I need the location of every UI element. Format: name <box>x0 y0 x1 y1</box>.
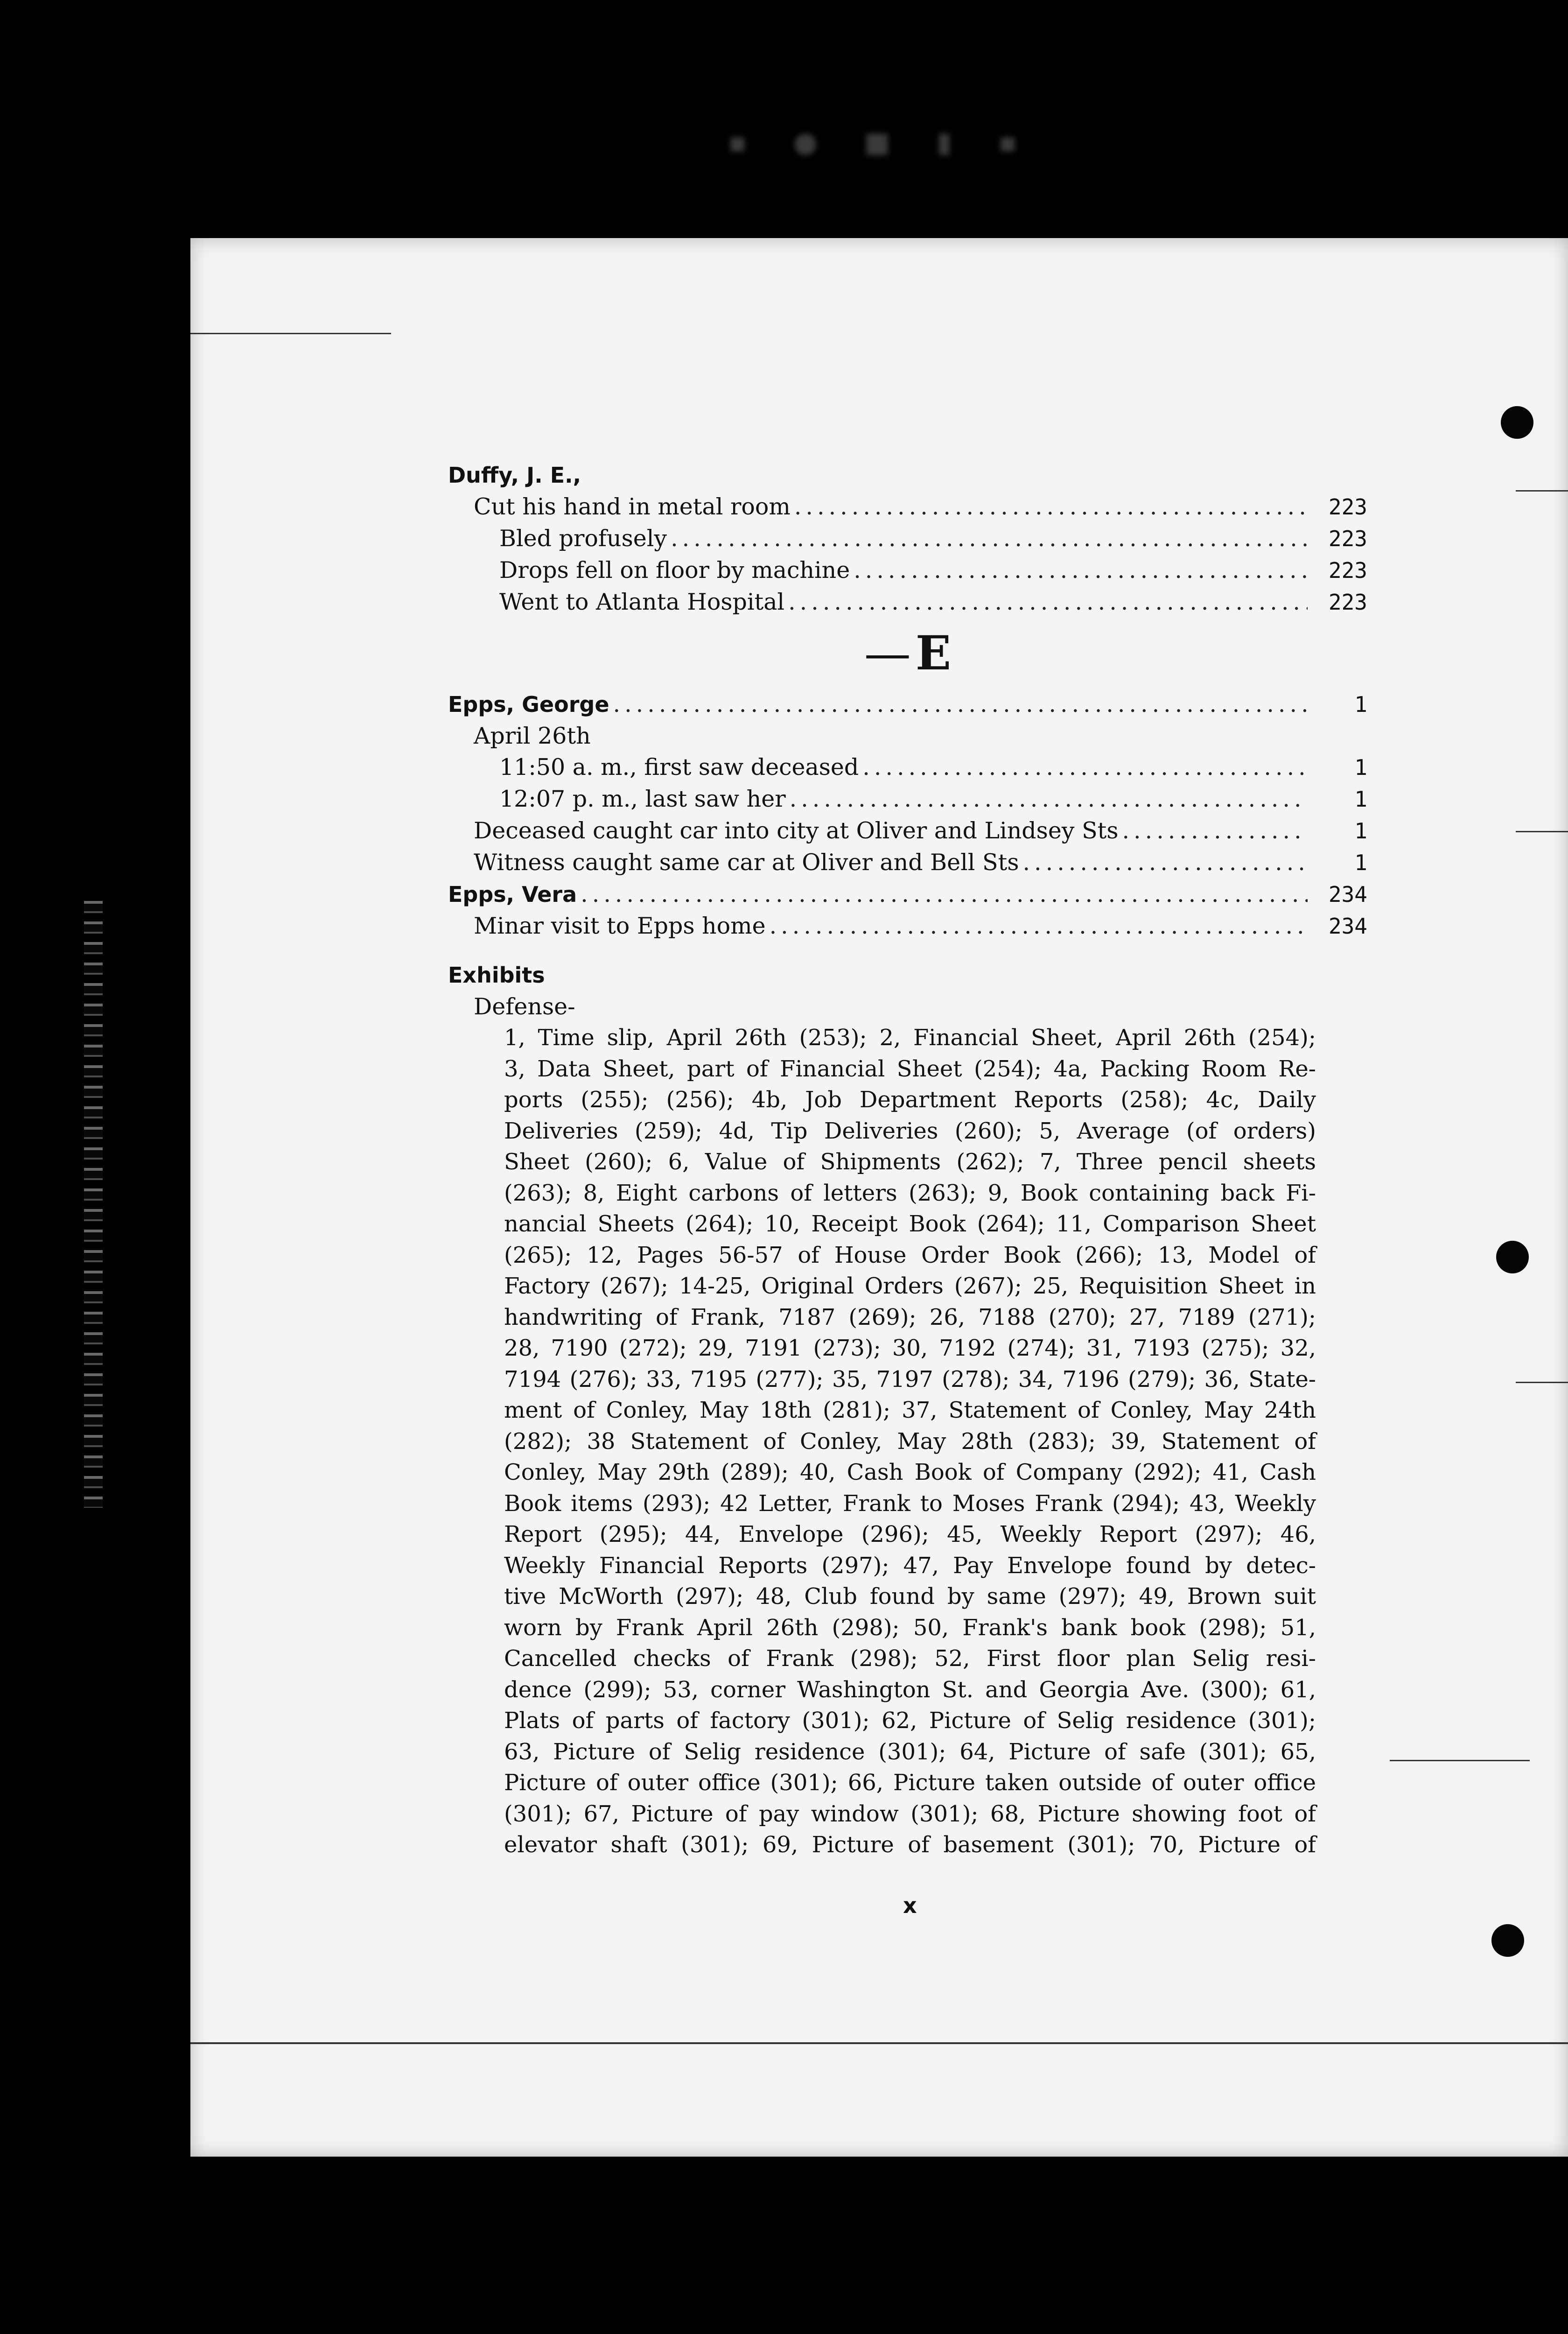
exhibits-heading: Exhibits <box>448 963 545 988</box>
index-entry <box>448 523 1367 555</box>
dot-leader <box>788 586 1308 618</box>
index-entry <box>448 720 1367 752</box>
page-number: 223 <box>1328 558 1367 583</box>
section-dash: — <box>864 626 911 681</box>
exhibits-line: ment of Conley, May 18th (281); 37, Statement of Conley, May 24th <box>504 1397 1316 1423</box>
scan-line <box>190 333 391 334</box>
exhibits-line: Cancelled checks of Frank (298); 52, First floor plan Selig resi- <box>504 1645 1316 1672</box>
page-number: 223 <box>1328 494 1367 520</box>
entry-text: Deceased caught car into city at Oliver and Lindsey Sts <box>474 817 1119 844</box>
entry-text: Witness caught same car at Oliver and Bell Sts <box>474 849 1019 876</box>
dot-leader <box>581 879 1308 910</box>
page-number: 1 <box>1354 818 1367 844</box>
dot-leader <box>790 783 1308 815</box>
spacer <box>448 942 1367 960</box>
entry-text: Minar visit to Epps home <box>474 913 766 939</box>
exhibits-line: Picture of outer office (301); 66, Picture taken outside of outer office <box>504 1770 1316 1796</box>
exhibits-line: handwriting of Frank, 7187 (269); 26, 7188 (270); 27, 7189 (271); <box>504 1304 1316 1330</box>
index-entry <box>448 815 1367 847</box>
footer-mark: x <box>903 1893 917 1918</box>
dot-leader <box>671 523 1308 554</box>
exhibits-line: (263); 8, Eight carbons of letters (263); 9, Book containing back Fi- <box>504 1180 1316 1206</box>
dot-leader <box>862 752 1308 783</box>
exhibits-line: worn by Frank April 26th (298); 50, Frank's bank book (298); 51, <box>504 1614 1316 1641</box>
page-number: 234 <box>1328 882 1367 907</box>
exhibits-line: Conley, May 29th (289); 40, Cash Book of Company (292); 41, Cash <box>504 1459 1316 1485</box>
index-entry <box>448 586 1367 618</box>
exhibits-line: ports (255); (256); 4b, Job Department Reports (258); 4c, Daily <box>504 1087 1316 1113</box>
exhibits-line: dence (299); 53, corner Washington St. and Georgia Ave. (300); 61, <box>504 1676 1316 1703</box>
index-entry-heading <box>448 460 1367 491</box>
scan-line <box>1390 1760 1530 1761</box>
page-number: 1 <box>1354 755 1367 780</box>
exhibits-line: Book items (293); 42 Letter, Frank to Moses Frank (294); 43, Weekly <box>504 1490 1316 1517</box>
section-letter-heading <box>448 623 1367 684</box>
index-entry <box>448 910 1367 942</box>
dot-leader <box>794 491 1308 522</box>
entry-text: Cut his hand in metal room <box>474 493 791 520</box>
dot-leader <box>854 555 1308 586</box>
exhibits-line: (265); 12, Pages 56-57 of House Order Book (266); 13, Model of <box>504 1242 1316 1268</box>
index-entry-heading <box>448 689 1367 720</box>
exhibits-list <box>448 1022 1316 1861</box>
exhibits-line: Sheet (260); 6, Value of Shipments (262); 7, Three pencil sheets <box>504 1149 1316 1175</box>
dot-leader <box>613 689 1308 720</box>
index-entry <box>448 752 1367 783</box>
punch-hole-bottom <box>1491 1924 1524 1957</box>
index-entry <box>448 991 1367 1022</box>
exhibits-line: 1, Time slip, April 26th (253); 2, Financial Sheet, April 26th (254); <box>504 1025 1316 1051</box>
entry-text: April 26th <box>474 723 591 749</box>
index-entry-heading <box>448 879 1367 910</box>
entry-text: 11:50 a. m., first saw deceased <box>499 754 859 780</box>
punch-hole-top <box>1501 406 1533 439</box>
exhibits-line: 7194 (276); 33, 7195 (277); 35, 7197 (278); 34, 7196 (279); 36, State- <box>504 1366 1316 1392</box>
exhibits-line: 63, Picture of Selig residence (301); 64, Picture of safe (301); 65, <box>504 1738 1316 1765</box>
exhibits-line: tive McWorth (297); 48, Club found by same (297); 49, Brown suit <box>504 1583 1316 1610</box>
punch-hole-middle <box>1496 1241 1529 1273</box>
scan-line <box>1516 1382 1568 1383</box>
dot-leader <box>1022 847 1308 878</box>
exhibits-line: 28, 7190 (272); 29, 7191 (273); 30, 7192 (274); 31, 7193 (275); 32, <box>504 1335 1316 1361</box>
exhibits-line: (301); 67, Picture of pay window (301); 68, Picture showing foot of <box>504 1800 1316 1827</box>
entry-text: Bled profusely <box>499 525 667 552</box>
scan-line <box>1516 831 1568 832</box>
index-entry-heading <box>448 960 1367 991</box>
exhibits-line: nancial Sheets (264); 10, Receipt Book (264); 11, Comparison Sheet <box>504 1211 1316 1237</box>
entry-name: Epps, Vera <box>448 882 577 907</box>
dot-leader <box>770 910 1308 942</box>
exhibits-subheading: Defense- <box>474 993 575 1020</box>
entry-text: 12:07 p. m., last saw her <box>499 786 786 812</box>
exhibits-line: 3, Data Sheet, part of Financial Sheet (254); 4a, Packing Room Re- <box>504 1055 1316 1082</box>
exhibits-line: (282); 38 Statement of Conley, May 28th (283); 39, Statement of <box>504 1428 1316 1455</box>
page-number: 1 <box>1354 850 1367 875</box>
scan-line <box>1516 490 1568 492</box>
index-entry <box>448 783 1367 815</box>
index-entry <box>448 847 1367 879</box>
film-edge-noise <box>84 901 103 1508</box>
exhibits-line: Plats of parts of factory (301); 62, Picture of Selig residence (301); <box>504 1708 1316 1734</box>
page-number: 1 <box>1354 692 1367 717</box>
section-letter: E <box>915 626 952 681</box>
top-smudge: ▪ ● ■ ▮ ▪ <box>728 126 1036 159</box>
page-number: 223 <box>1328 526 1367 551</box>
exhibits-line: elevator shaft (301); 69, Picture of basement (301); 70, Picture of <box>504 1832 1316 1858</box>
scan-line <box>190 2042 1568 2044</box>
page-number: 223 <box>1328 590 1367 615</box>
page-number: 234 <box>1328 914 1367 939</box>
entry-text: Drops fell on floor by machine <box>499 557 850 584</box>
exhibits-line: Report (295); 44, Envelope (296); 45, Weekly Report (297); 46, <box>504 1521 1316 1547</box>
entry-name: Epps, George <box>448 692 609 717</box>
index-entry <box>448 491 1367 523</box>
dot-leader <box>1122 815 1308 846</box>
entry-text: Went to Atlanta Hospital <box>499 589 785 615</box>
entry-name: Duffy, J. E., <box>448 463 581 488</box>
index-content <box>448 460 1367 1861</box>
exhibits-line: Deliveries (259); 4d, Tip Deliveries (260); 5, Average (of orders) <box>504 1118 1316 1144</box>
page-number: 1 <box>1354 787 1367 812</box>
exhibits-line: Weekly Financial Reports (297); 47, Pay Envelope found by detec- <box>504 1552 1316 1579</box>
index-entry <box>448 555 1367 586</box>
exhibits-line: Factory (267); 14-25, Original Orders (267); 25, Requisition Sheet in <box>504 1273 1316 1299</box>
